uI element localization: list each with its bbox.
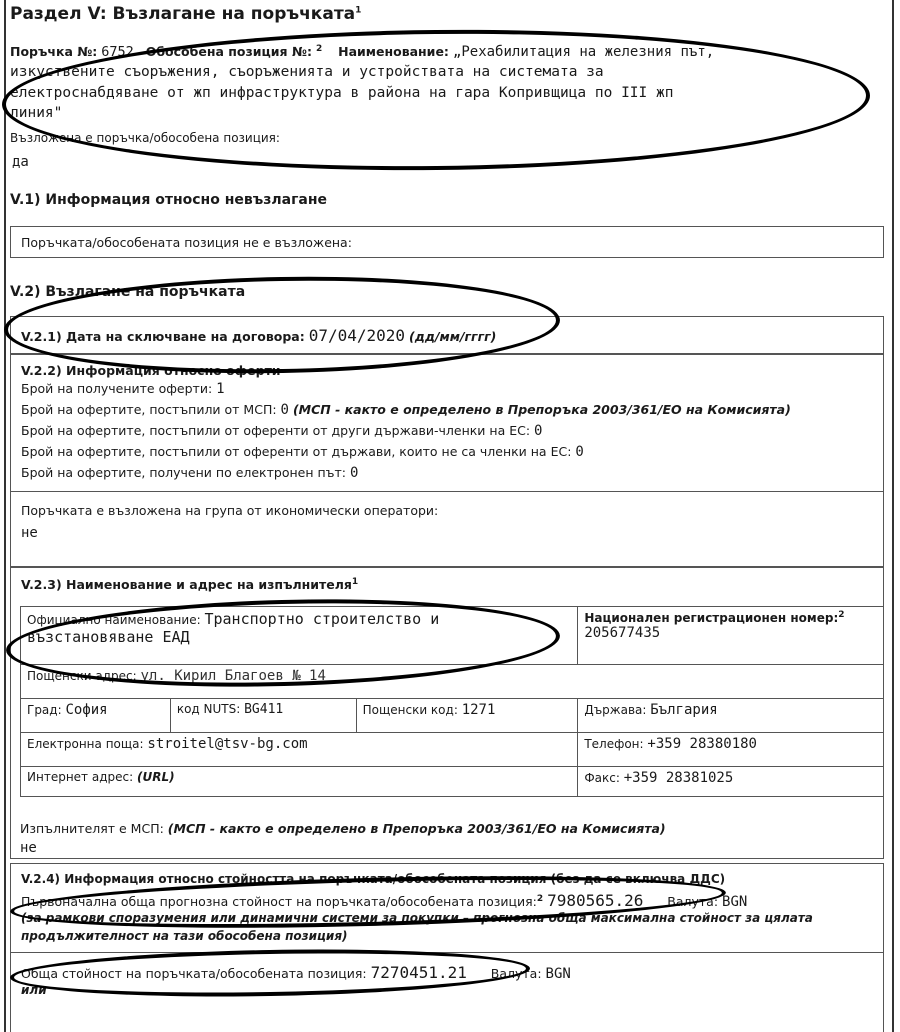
v21-box bbox=[10, 316, 884, 354]
initial-note-line1: (за рамкови споразумения или динамични системи за покупки – прогнозна обща максимална стойност за цялата bbox=[21, 911, 813, 925]
contractor-sme-row: Изпълнителят е МСП: (МСП - както е определено в Препоръка 2003/361/ЕО на Комисията) bbox=[20, 821, 666, 836]
reg-no-cell: Национален регистрационен номер:$^2$ 205677435 bbox=[578, 607, 884, 665]
v23-heading: V.2.3) Наименование и адрес на изпълнителя$^1$ bbox=[21, 577, 359, 593]
v22-box bbox=[10, 354, 884, 567]
total-value: 7270451.21 bbox=[370, 963, 467, 982]
official-name-cell: Официално наименование: Транспортно строителство и възстановяване ЕАД bbox=[21, 607, 578, 665]
contractor-address-table bbox=[20, 606, 884, 797]
postal-address-cell: Пощенски адрес: ул. Кирил Благоев № 14 bbox=[21, 665, 884, 699]
contract-date-row: V.2.1) Дата на сключване на договора: 07/04/2020 (дд/мм/гггг) bbox=[21, 326, 497, 345]
order-name-line1: „Рехабилитация на железния път, bbox=[452, 44, 715, 61]
email-cell: Електронна поща: stroitel@tsv-bg.com bbox=[21, 733, 578, 767]
initial-note-line2: продължителност на тази обособена позиция) bbox=[21, 929, 348, 943]
order-name-line2: изкуствените съоръжения, съоръженията и устройствата на системата за bbox=[10, 64, 604, 80]
v1-heading: V.1) Информация относно невъзлагане bbox=[10, 192, 328, 208]
not-awarded-label: Поръчката/обособената позиция не е възложена: bbox=[21, 235, 352, 250]
offers-sme-row: Брой на офертите, постъпили от МСП: 0 (МСП - както е определено в Препоръка 2003/361/ЕО на Комисията) bbox=[21, 402, 791, 418]
awarded-label: Възложена е поръчка/обособена позиция: bbox=[10, 131, 280, 145]
initial-value: 7980565.26 bbox=[547, 891, 644, 910]
v24-heading: V.2.4) Информация относно стойността на поръчката/обособената позиция (без да се включва ДДС) bbox=[21, 872, 726, 886]
order-number-line: Поръчка №: 6752 Обособена позиция №: $^2$ Наименование: „Рехабилитация на железния път, bbox=[10, 44, 715, 61]
offers-noneu-row: Брой на офертите, постъпили от оференти от държави, които не са членки на ЕС: 0 bbox=[21, 444, 584, 460]
group-value: не bbox=[21, 525, 38, 541]
offers-eu-row: Брой на офертите, постъпили от оференти от други държави-членки на ЕС: 0 bbox=[21, 423, 543, 439]
or-label: или bbox=[21, 983, 47, 997]
initial-value-row: Първоначална обща прогнозна стойност на поръчката/обособената позиция:$^2$ 7980565.26 Валута: BGN bbox=[21, 891, 748, 910]
v24-box bbox=[10, 863, 884, 1032]
country-cell: Държава: България bbox=[578, 699, 884, 733]
offers-electronic-row: Брой на офертите, получени по електронен път: 0 bbox=[21, 465, 359, 481]
web-cell: Интернет адрес: (URL) bbox=[21, 767, 578, 797]
group-label: Поръчката е възложена на група от икономически оператори: bbox=[21, 503, 439, 518]
contractor-sme-value: не bbox=[20, 840, 37, 856]
section-title: Раздел V: Възлагане на поръчката$^1$ bbox=[10, 4, 362, 24]
fax-cell: Факс: +359 28381025 bbox=[578, 767, 884, 797]
total-value-row: Обща стойност на поръчката/обособената позиция: 7270451.21 Валута: BGN bbox=[21, 963, 571, 982]
contract-date-value: 07/04/2020 bbox=[308, 326, 406, 345]
v22-heading: V.2.2) Информация относно оферти bbox=[21, 363, 281, 378]
city-cell: Град: София bbox=[21, 699, 171, 733]
offers-received-row: Брой на получените оферти: 1 bbox=[21, 381, 225, 397]
v1-box bbox=[10, 226, 884, 258]
nuts-cell: код NUTS: BG411 bbox=[170, 699, 356, 733]
awarded-value: да bbox=[12, 154, 29, 170]
phone-cell: Телефон: +359 28380180 bbox=[578, 733, 884, 767]
post-code-cell: Пощенски код: 1271 bbox=[356, 699, 578, 733]
v2-heading: V.2) Възлагане на поръчката bbox=[10, 284, 246, 300]
order-name-line4: линия" bbox=[10, 105, 63, 121]
order-name-line3: електроснабдяване от жп инфраструктура в района на гара Копривщица по III жп bbox=[10, 85, 674, 101]
